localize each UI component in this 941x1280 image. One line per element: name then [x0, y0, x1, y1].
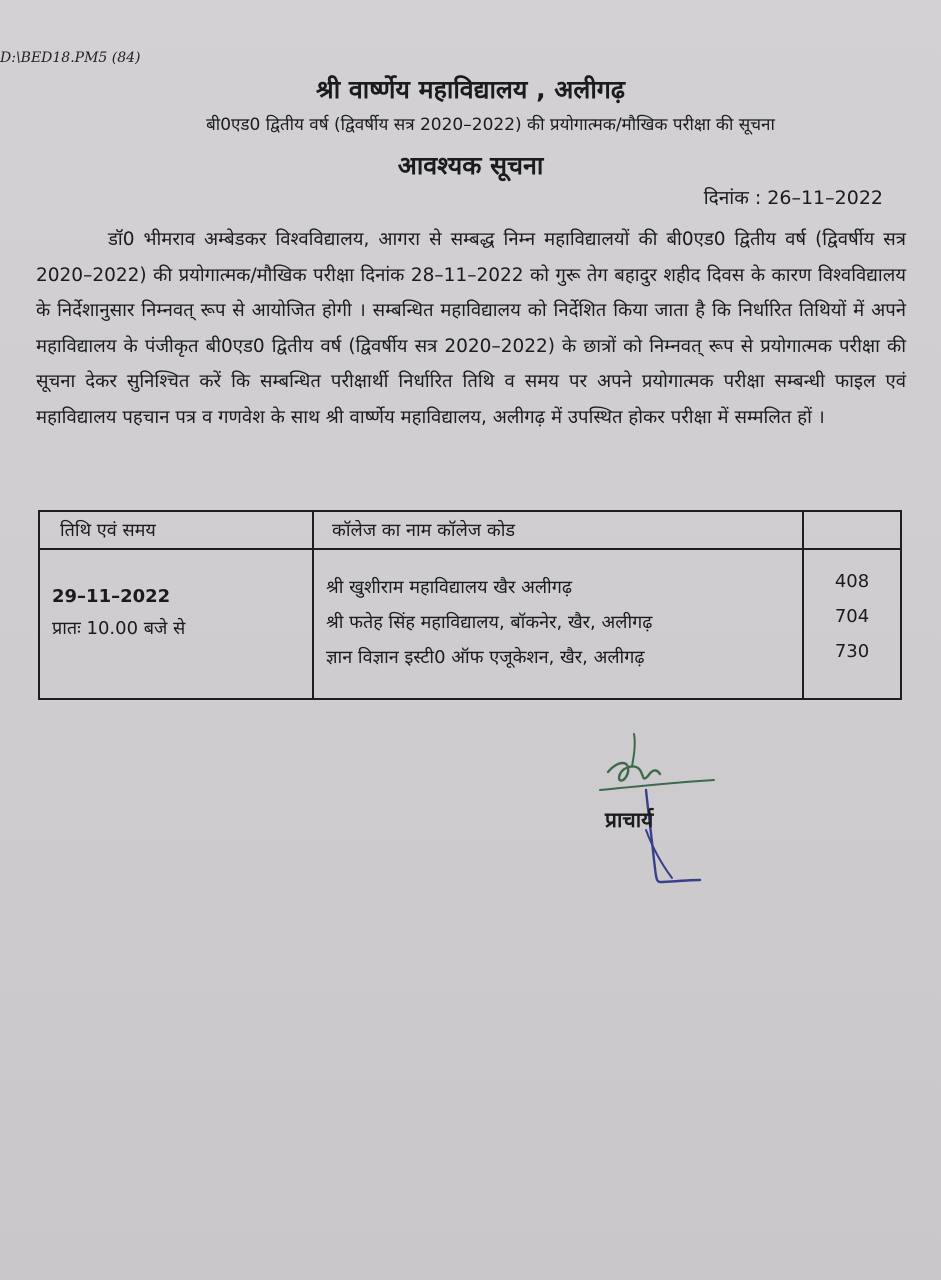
notice-heading: आवश्यक सूचना	[397, 151, 544, 180]
notice-paragraph: डॉ0 भीमराव अम्बेडकर विश्वविद्यालय, आगरा से सम्बद्ध निम्न महाविद्यालयों की बी0एड0 द्वितीय वर्ष (द्विवर्षीय सत्र 2020–2022) की प्रयोगात्मक/मौखिक परीक्षा दिनांक 28–11–2022 को गुरू तेग बहादुर शहीद दिवस के कारण विश्वविद्यालय के निर्देशानुसार निम्नवत् रूप से आयोजित होगी । सम्बन्धित महाविद्यालय को निर्देशित किया जाता है कि निर्धारित तिथियों में अपने महाविद्यालय के पंजीकृत बी0एड0 द्वितीय वर्ष (द्विवर्षीय सत्र 2020–2022) के छात्रों को निम्नवत् रूप से प्रयोगात्मक परीक्षा की सूचना देकर सुनिश्चित करें कि सम्बन्धित परीक्षार्थी निर्धारित तिथि व समय पर अपने प्रयोगात्मक परीक्षा सम्बन्धी फाइल एवं महाविद्यालय पहचान पत्र व गणवेश के साथ श्री वार्ष्णेय महाविद्यालय, अलीगढ़ में उपस्थित होकर परीक्षा में सम्मलित हों ।	[36, 229, 906, 428]
college-name: श्री फतेह सिंह महाविद्यालय, बॉकनेर, खैर, अलीगढ़	[326, 612, 653, 633]
exam-date: 29–11–2022	[52, 586, 171, 607]
college-code: 730	[834, 641, 870, 662]
table-header-row	[39, 511, 901, 549]
signature-green-stroke	[608, 763, 660, 781]
header-code	[803, 511, 901, 549]
college-name: श्री खुशीराम महाविद्यालय खैर अलीगढ़	[326, 577, 572, 598]
college-codes-cell	[803, 549, 901, 699]
exam-schedule-table	[38, 510, 902, 700]
header-date-time: तिथि एवं समय	[39, 511, 313, 549]
file-reference: D:\BED18.PM5 (84)	[0, 50, 141, 66]
college-code: 704	[834, 606, 870, 627]
college-title: श्री वार्ष्णेय महाविद्यालय , अलीगढ़	[316, 75, 625, 104]
table-row	[39, 549, 901, 699]
header-college-name-code: कॉलेज का नाम कॉलेज कोड	[313, 511, 803, 549]
college-names-cell	[313, 549, 803, 699]
signature-blue-stroke	[646, 790, 700, 882]
signature-green-line	[600, 780, 714, 790]
date-time-cell	[39, 549, 313, 699]
notice-date: दिनांक : 26–11–2022	[703, 187, 883, 209]
exam-time: प्रातः 10.00 बजे से	[52, 618, 186, 639]
college-name: ज्ञान विज्ञान इस्टी0 ऑफ एजूकेशन, खैर, अलीगढ़	[326, 647, 645, 668]
signature-blue-diag	[646, 830, 672, 878]
college-code: 408	[834, 571, 870, 592]
signature-green-stem	[632, 734, 635, 766]
principal-label: प्राचार्य	[605, 808, 654, 832]
notice-subtitle: बी0एड0 द्वितीय वर्ष (द्विवर्षीय सत्र 2020–2022) की प्रयोगात्मक/मौखिक परीक्षा की सूचना	[206, 115, 775, 135]
notice-body	[36, 222, 906, 435]
